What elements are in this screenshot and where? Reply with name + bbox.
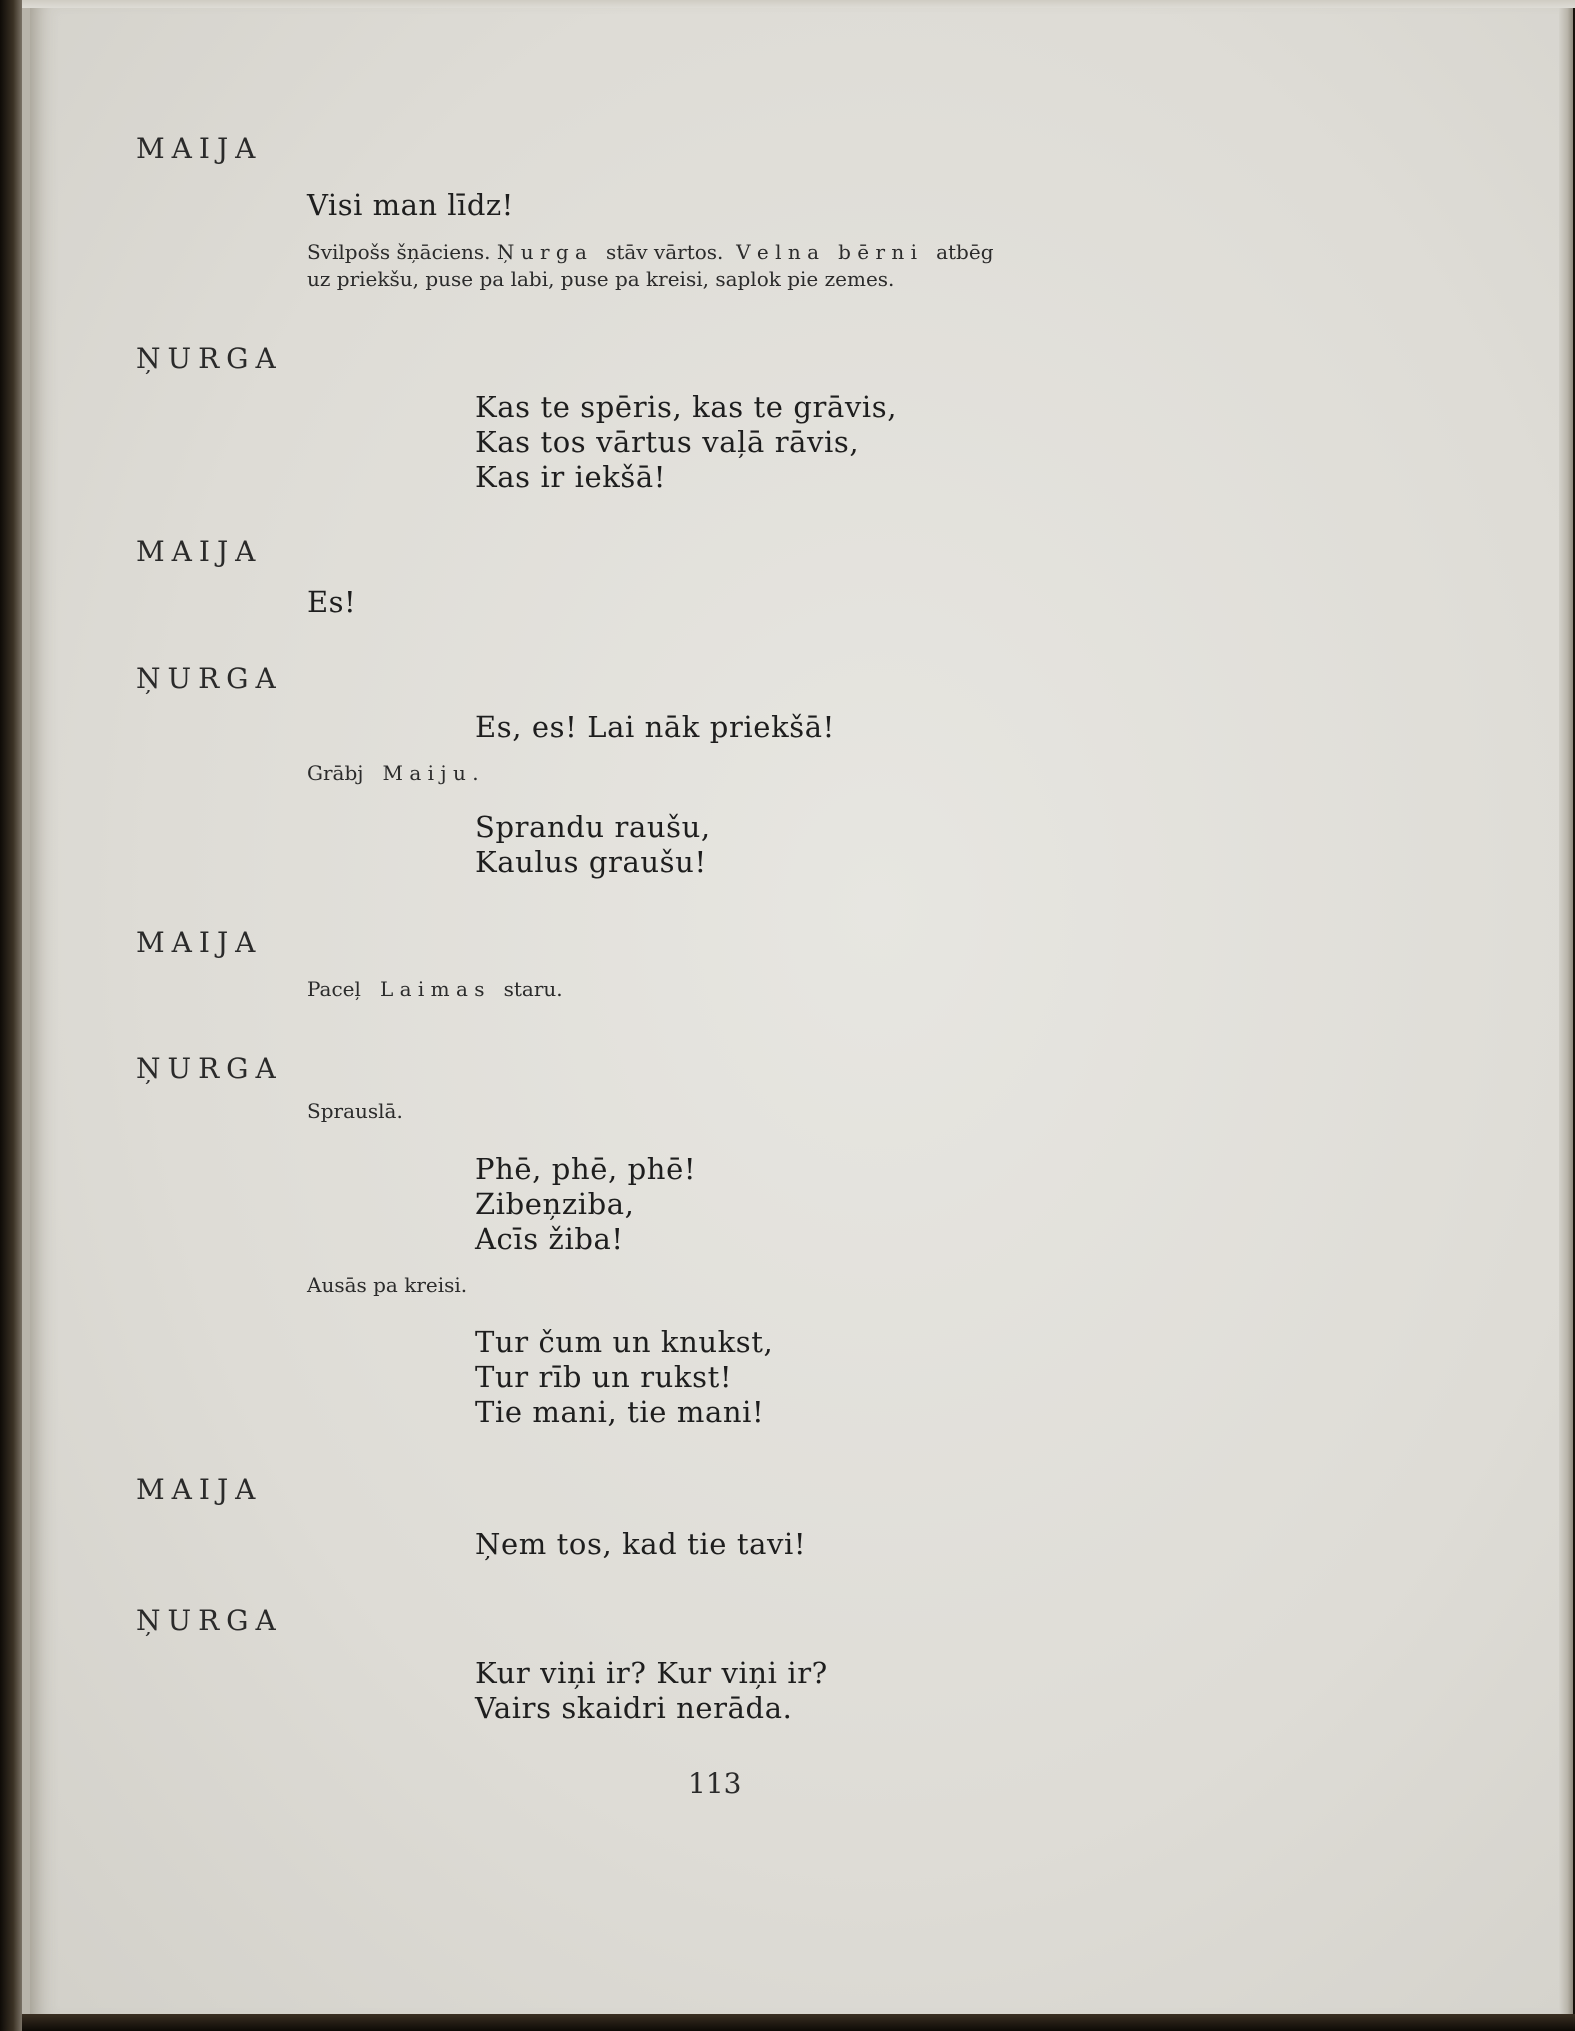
stage-direction: Grābj M a i j u . (307, 761, 479, 785)
page-number: 113 (688, 1767, 742, 1800)
verse-block (475, 1152, 696, 1257)
stage-direction-line: Svilpošs šņāciens. Ņ u r g a stāv vārtos. V e l n a b ē r n i atbēg (307, 240, 994, 264)
verse-block (475, 810, 711, 880)
speaker-maija: MAIJA (136, 1473, 263, 1506)
stage-direction: Ausās pa kreisi. (307, 1273, 468, 1297)
verse-block (475, 390, 897, 495)
speaker-maija: MAIJA (136, 926, 263, 959)
stage-direction: Sprauslā. (307, 1099, 403, 1123)
speaker-nurga: ŅURGA (136, 1052, 283, 1085)
book-bottom-edge (22, 2014, 1575, 2031)
book-spine-shadow (0, 0, 22, 2031)
stage-direction-line: uz priekšu, puse pa labi, puse pa kreisi, saplok pie zemes. (307, 267, 895, 291)
stage-direction (307, 239, 994, 293)
speaker-nurga: ŅURGA (136, 1604, 283, 1637)
stage-direction: Paceļ L a i m a s staru. (307, 977, 563, 1001)
verse-line: Tur čum un knukst, (475, 1325, 774, 1359)
verse-line: Kaulus graušu! (475, 845, 707, 879)
verse-line: Kas tos vārtus vaļā rāvis, (475, 425, 860, 459)
verse-line: Kur viņi ir? Kur viņi ir? (475, 1656, 828, 1690)
verse-block (475, 1656, 828, 1726)
verse-line: Acīs žiba! (475, 1222, 624, 1256)
verse-line: Sprandu raušu, (475, 810, 711, 844)
speaker-maija: MAIJA (136, 132, 263, 165)
speaker-maija: MAIJA (136, 535, 263, 568)
verse-line: Ņem tos, kad tie tavi! (475, 1527, 807, 1561)
verse-line: Phē, phē, phē! (475, 1152, 697, 1186)
page-edge (1559, 0, 1573, 2022)
verse-line: Tur rīb un rukst! (475, 1360, 733, 1394)
verse-line: Kas te spēris, kas te grāvis, (475, 390, 898, 424)
verse-block (475, 1325, 773, 1430)
verse-line: Es, es! Lai nāk priekšā! (475, 710, 835, 744)
dialogue-line: Visi man līdz! (307, 188, 514, 222)
verse-line: Tie mani, tie mani! (475, 1395, 765, 1429)
verse-line: Zibeņziba, (475, 1187, 635, 1221)
speaker-nurga: ŅURGA (136, 342, 283, 375)
verse-line: Kas ir iekšā! (475, 460, 667, 494)
page-top-edge (22, 0, 1575, 8)
speaker-nurga: ŅURGA (136, 662, 283, 695)
verse-line: Vairs skaidri nerāda. (475, 1691, 793, 1725)
dialogue-line: Es! (307, 585, 357, 619)
